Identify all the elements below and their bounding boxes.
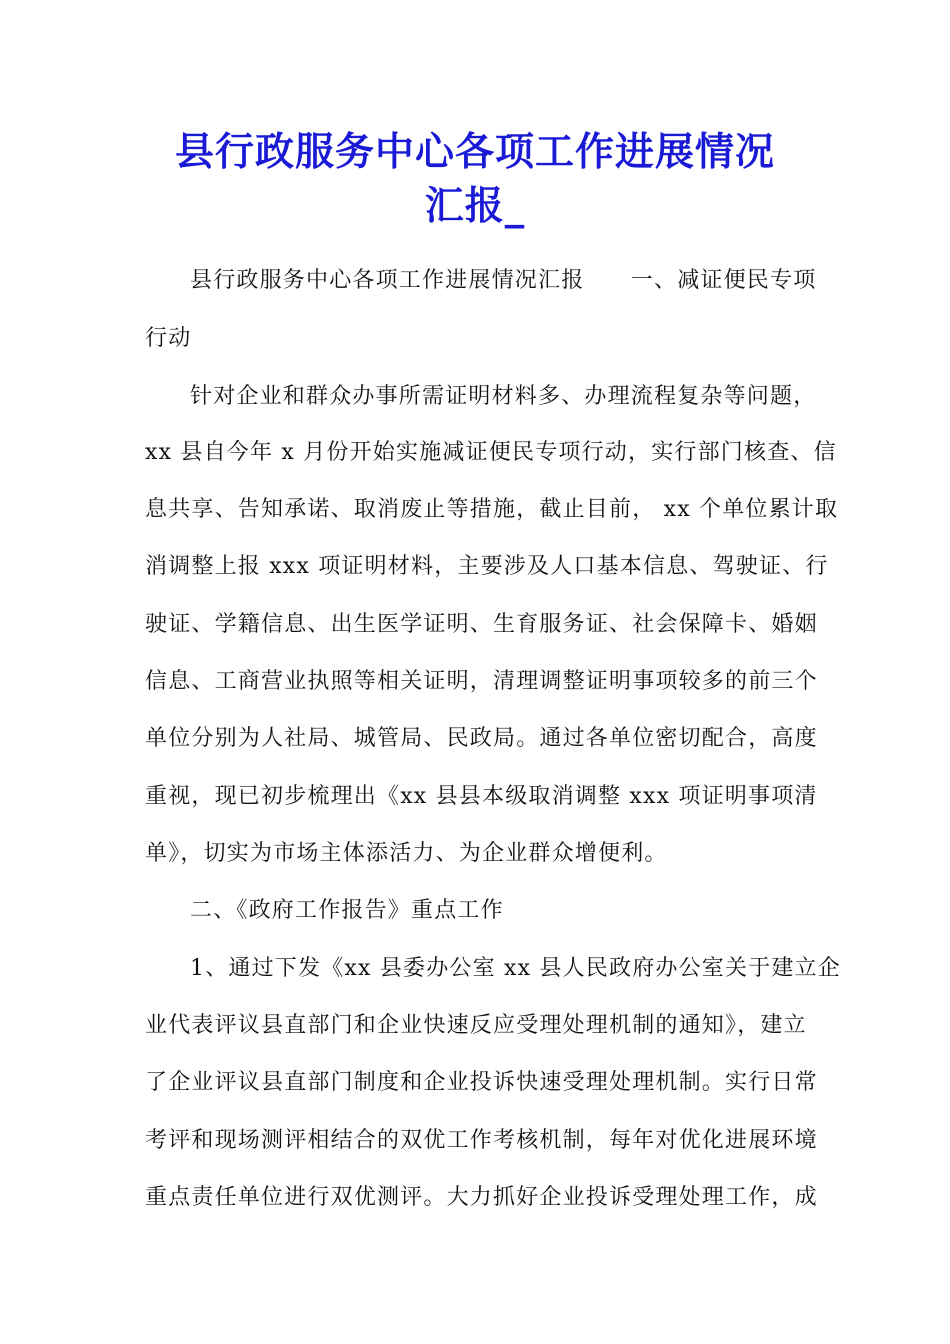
document-title-line-2: 汇报_: [424, 184, 526, 229]
body-line-17: 重点责任单位进行双优测评。大力抓好企业投诉受理处理工作，成: [145, 1185, 818, 1210]
body-line-8: 信息、工商营业执照等相关证明，清理调整证明事项较多的前三个: [145, 669, 818, 694]
body-line-15: 了企业评议县直部门制度和企业投诉快速受理处理机制。实行日常: [145, 1070, 818, 1095]
body-line-14: 业代表评议县直部门和企业快速反应受理处理机制的通知》，建立: [145, 1013, 807, 1038]
body-line-2: 行动: [145, 326, 192, 351]
body-line-1: 县行政服务中心各项工作进展情况汇报 一、减证便民专项: [190, 268, 817, 293]
document-title-line-1: 县行政服务中心各项工作进展情况: [174, 130, 775, 175]
body-line-9: 单位分别为人社局、城管局、民政局。通过各单位密切配合，高度: [145, 726, 818, 751]
body-line-4: xx 县自今年 x 月份开始实施减证便民专项行动，实行部门核查、信: [145, 440, 837, 465]
body-line-11: 单》，切实为市场主体添活力、为企业群众增便利。: [145, 841, 668, 866]
section-heading-2: 二、《政府工作报告》重点工作: [190, 898, 504, 923]
body-line-6: 消调整上报 xxx 项证明材料，主要涉及人口基本信息、驾驶证、行: [145, 554, 829, 579]
body-line-13: 1、通过下发《xx 县委办公室 xx 县人民政府办公室关于建立企: [190, 956, 842, 981]
body-line-10: 重视，现已初步梳理出《xx 县县本级取消调整 xxx 项证明事项清: [145, 784, 818, 809]
body-line-16: 考评和现场测评相结合的双优工作考核机制，每年对优化进展环境: [145, 1128, 818, 1153]
body-line-7: 驶证、学籍信息、出生医学证明、生育服务证、社会保障卡、婚姻: [145, 612, 818, 637]
body-line-3: 针对企业和群众办事所需证明材料多、办理流程复杂等问题，: [190, 384, 817, 409]
body-line-5: 息共享、告知承诺、取消废止等措施，截止目前， xx 个单位累计取: [145, 497, 839, 522]
